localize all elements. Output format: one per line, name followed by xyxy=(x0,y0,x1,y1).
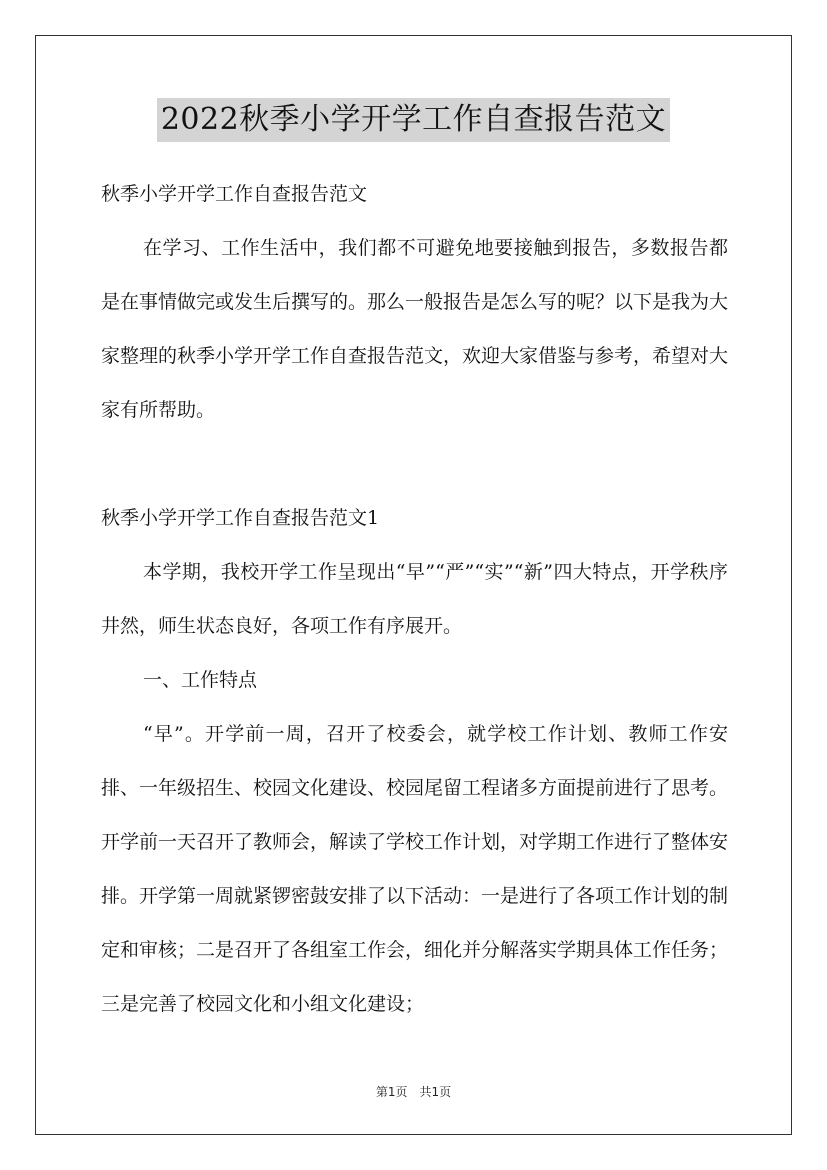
paragraph-spacer xyxy=(101,437,728,491)
section-heading: 秋季小学开学工作自查报告范文1 xyxy=(101,507,380,529)
title-container xyxy=(0,98,827,142)
intro-paragraph: 在学习、工作生活中，我们都不可避免地要接触到报告，多数报告都是在事情做完或发生后撰写的。那么一般报告是怎么写的呢？以下是我为大家整理的秋季小学开学工作自查报告范文，欢迎大家借鉴与参考，希望对大家有所帮助。 xyxy=(101,237,729,421)
document-title: 2022秋季小学开学工作自查报告范文 xyxy=(157,98,670,142)
body-paragraph-1: 本学期，我校开学工作呈现出“早”“严”“实”“新”四大特点，开学秩序井然，师生状态良好，各项工作有序展开。 xyxy=(101,561,728,637)
body-paragraph-2: “早”。开学前一周，召开了校委会，就学校工作计划、教师工作安排、一年级招生、校园文化建设、校园尾留工程诸多方面提前进行了思考。开学前一天召开了教师会，解读了学校工作计划，对学期工作进行了整体安排。开学第一周就紧锣密鼓安排了以下活动：一是进行了各项工作计划的制定和审核；二是召开了各组室工作会，细化并分解落实学期具体工作任务；三是完善了校园文化和小组文化建设； xyxy=(101,723,729,1015)
page-number: 第1页 共1页 xyxy=(375,1085,452,1099)
document-body xyxy=(101,167,728,1031)
document-subtitle: 秋季小学开学工作自查报告范文 xyxy=(101,183,368,205)
subheading-work-features: 一、工作特点 xyxy=(143,669,258,691)
